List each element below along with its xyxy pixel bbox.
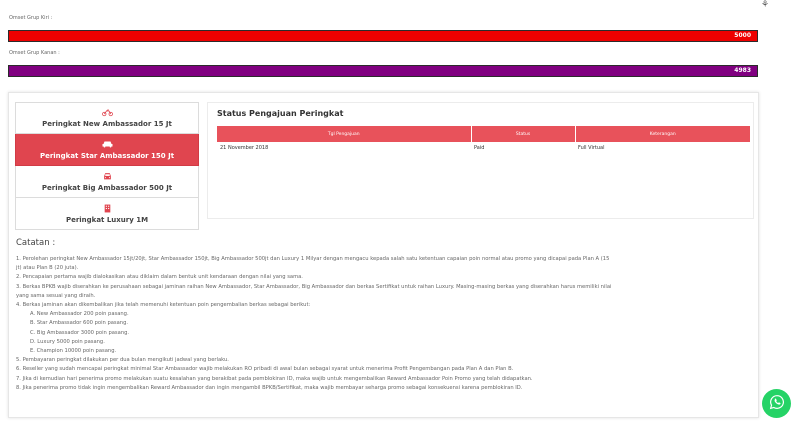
cell-status: Paid bbox=[474, 145, 485, 151]
building-icon bbox=[104, 204, 111, 213]
peringkat-panel bbox=[8, 92, 759, 418]
tab-label: Peringkat Luxury 1M bbox=[65, 215, 149, 224]
note-line: 7. Jika di kemudian hari penerima promo melakukan suatu kesalahan yang berakibat pada pemblokiran ID, maka wajib untuk mengembalikan Reward Ambassador Poin Promo yang telah didapatkan. bbox=[16, 375, 533, 382]
whatsapp-icon bbox=[769, 394, 785, 414]
note-line: 1. Perolehan peringkat New Ambassador 15jt/20jt, Star Ambassador 150jt, Big Ambassador 500jt dan Luxury 1 Milyar dengan mengacu kepada salah satu ketentuan capaian poin normal atau promo yang dicapai pada Plan A (15 bbox=[16, 256, 610, 262]
tab-new-ambassador[interactable] bbox=[15, 102, 199, 134]
tab-big-ambassador[interactable] bbox=[15, 166, 199, 198]
tab-label: Peringkat New Ambassador 15 Jt bbox=[42, 120, 172, 128]
motorcycle-icon bbox=[102, 108, 113, 117]
tab-label: Peringkat Big Ambassador 500 Jt bbox=[41, 183, 173, 192]
note-line: 6. Reseller yang sudah mencapai peringkat minimal Star Ambassador wajib melakukan RO pribadi di awal bulan sebagai syarat untuk menerima Profit Pengembangan pada Plan A dan Plan B. bbox=[16, 366, 514, 373]
status-pengajuan-box bbox=[207, 102, 754, 219]
note-line: 4. Berkas jaminan akan dikembalikan jika telah memenuhi ketentuan poin pengembalian berkas sebagai berikut: bbox=[16, 302, 311, 309]
tab-luxury[interactable] bbox=[15, 198, 199, 230]
note-subitem: B. Star Ambassador 600 poin pasang. bbox=[30, 320, 129, 327]
status-title: Status Pengajuan Peringkat bbox=[217, 109, 344, 118]
catatan-title: Catatan : bbox=[16, 238, 56, 248]
cell-tgl: 21 November 2018 bbox=[220, 145, 269, 151]
omset-kiri-value: 5000 bbox=[734, 32, 751, 39]
car-icon bbox=[102, 140, 113, 149]
note-subitem: C. Big Ambassador 3000 poin pasang. bbox=[30, 329, 130, 336]
cell-keterangan: Full Virtual bbox=[578, 145, 605, 151]
peringkat-tabs bbox=[15, 102, 199, 230]
note-subitem: A. New Ambassador 200 poin pasang. bbox=[30, 311, 129, 318]
whatsapp-button[interactable] bbox=[762, 389, 791, 418]
omset-kiri-fill bbox=[9, 31, 757, 41]
omset-kanan-fill bbox=[9, 66, 757, 76]
catatan-list bbox=[16, 255, 754, 393]
status-table bbox=[217, 126, 750, 154]
header-tgl-pengajuan: Tgl Pengajuan bbox=[217, 126, 471, 142]
car-front-icon bbox=[103, 172, 112, 181]
note-line: jt) atau Plan B (20 juta). bbox=[16, 265, 79, 272]
note-line: yang sama sesuai yang diraih. bbox=[16, 292, 96, 299]
note-subitem: D. Luxury 5000 poin pasang. bbox=[30, 338, 105, 345]
note-line: 2. Pencapaian pertama wajib dialokasikan atau diklaim dalam bentuk unit kendaraan dengan nilai yang sama. bbox=[16, 274, 303, 281]
top-right-icon: ⚘ bbox=[761, 0, 770, 10]
omset-kanan-label: Omset Grup Kanan : bbox=[9, 50, 60, 56]
omset-kanan-value: 4983 bbox=[734, 67, 751, 74]
omset-kanan-bar bbox=[8, 65, 758, 77]
note-line: 8. Jika penerima promo tidak ingin mengembalikan Reward Ambassador dan ingin mengambil BPKB/Sertifikat, maka wajib membayar seharga promo sebagai konsekuensi karena pemblokiran ID. bbox=[16, 384, 523, 391]
omset-kiri-label: Omset Grup Kiri : bbox=[9, 15, 53, 21]
tab-star-ambassador[interactable] bbox=[15, 134, 199, 166]
note-line: 5. Pembayaran peringkat dilakukan per dua bulan mengikuti jadwal yang berlaku. bbox=[16, 357, 229, 364]
table-row bbox=[217, 142, 750, 154]
header-keterangan: Keterangan bbox=[575, 126, 750, 142]
note-subitem: E. Champion 10000 poin pasang. bbox=[30, 348, 117, 355]
tab-label: Peringkat Star Ambassador 150 Jt bbox=[39, 151, 175, 160]
header-status: Status bbox=[471, 126, 575, 142]
note-line: 3. Berkas BPKB wajib diserahkan ke perusahaan sebagai jaminan raihan New Ambassador, Star Ambassador, Big Ambassador dan berkas Sertifikat untuk raihan Luxury. Masing-masing berkas yang diserahkan harus memiliki nilai bbox=[16, 283, 612, 290]
omset-kiri-bar bbox=[8, 30, 758, 42]
